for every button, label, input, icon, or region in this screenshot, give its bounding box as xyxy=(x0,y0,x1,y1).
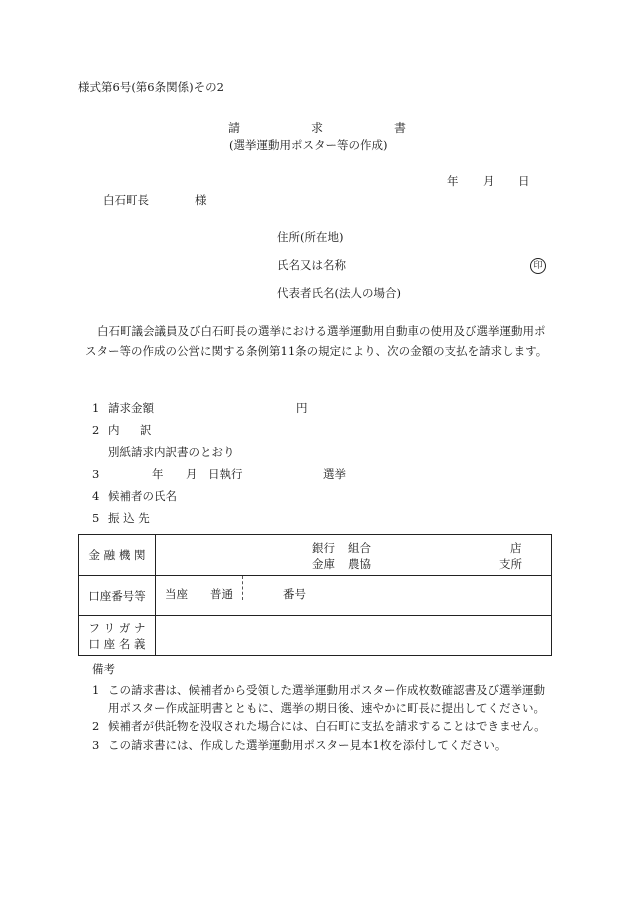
item-3-election: 選挙 xyxy=(323,467,346,481)
applicant-address: 住所(所在地) xyxy=(277,230,344,244)
item-2-number: 2 xyxy=(92,423,100,437)
note-2-number: 2 xyxy=(92,719,100,733)
title-char-2: 求 xyxy=(311,121,324,135)
bank-option-shinkin: 金庫 xyxy=(312,557,335,571)
account-type-current: 当座 xyxy=(165,587,188,601)
account-type-ordinary: 普通 xyxy=(210,587,233,601)
item-5-number: 5 xyxy=(92,511,100,525)
date-day: 日 xyxy=(518,174,530,188)
note-1-line-2: 用ポスター作成証明書とともに、選挙の期日後、速やかに町長に提出してください。 xyxy=(108,701,545,715)
bank-option-bank: 銀行 xyxy=(312,541,335,555)
item-1-number: 1 xyxy=(92,401,100,415)
addressee-honorific: 様 xyxy=(195,193,207,207)
note-2-text: 候補者が供託物を没収された場合には、白石町に支払を請求することはできません。 xyxy=(108,719,546,733)
item-3-year: 年 xyxy=(152,467,164,481)
bank-label-account-number: 口座番号等 xyxy=(79,576,156,616)
item-1-label: 請求金額 xyxy=(108,401,154,415)
item-4-label: 候補者の氏名 xyxy=(108,489,177,503)
notes-heading: 備考 xyxy=(92,662,115,676)
bank-label-institution: 金 融 機 関 xyxy=(79,535,156,576)
date-month: 月 xyxy=(483,174,495,188)
body-paragraph xyxy=(85,321,555,361)
seal-mark xyxy=(530,258,546,274)
account-type-divider xyxy=(242,576,243,600)
bank-transfer-table xyxy=(78,534,552,656)
body-text: 白石町議会議員及び白石町長の選挙における選挙運動用自動車の使用及び選挙運動用ポスター等の作成の公営に関する条例第11条の規定により、次の金額の支払を請求します。 xyxy=(85,324,548,358)
item-3-month: 月 xyxy=(186,467,198,481)
addressee-name: 白石町長 xyxy=(103,193,149,207)
item-2-label-b: 訳 xyxy=(140,423,152,437)
item-3-number: 3 xyxy=(92,467,100,481)
bank-row-account-holder xyxy=(79,616,552,656)
applicant-name: 氏名又は名称 xyxy=(277,258,346,272)
bank-row-institution xyxy=(79,535,552,576)
item-5-label: 振 込 先 xyxy=(108,511,150,525)
seal-text: 印 xyxy=(530,258,546,274)
furigana-label: フ リ ガ ナ xyxy=(88,620,146,635)
item-3-day: 日執行 xyxy=(208,467,243,481)
bank-institution-cell[interactable] xyxy=(156,535,552,576)
bank-option-farm: 農協 xyxy=(348,557,371,571)
applicant-representative: 代表者氏名(法人の場合) xyxy=(277,286,401,300)
title-char-3: 書 xyxy=(394,121,407,135)
bank-account-number-cell[interactable] xyxy=(156,576,552,616)
subtitle: (選挙運動用ポスター等の作成) xyxy=(229,138,388,152)
note-1-line-1: この請求書は、候補者から受領した選挙運動用ポスター作成枚数確認書及び選挙運動 xyxy=(108,683,545,697)
account-holder-label: 口 座 名 義 xyxy=(88,636,146,651)
bank-account-holder-cell[interactable] xyxy=(156,616,552,656)
date-year: 年 xyxy=(447,174,459,188)
note-3-text: この請求書には、作成した選挙運動用ポスター見本1枚を添付してください。 xyxy=(108,738,507,752)
branch-option-main: 店 xyxy=(510,541,522,555)
item-1-unit: 円 xyxy=(296,401,308,415)
item-4-number: 4 xyxy=(92,489,100,503)
form-id: 様式第6号(第6条関係)その2 xyxy=(78,80,224,94)
bank-row-account-number xyxy=(79,576,552,616)
bank-label-account-holder xyxy=(79,616,156,656)
title-char-1: 請 xyxy=(228,121,241,135)
account-number-label: 番号 xyxy=(283,587,306,601)
bank-option-union: 組合 xyxy=(348,541,371,555)
branch-option-sub: 支所 xyxy=(499,557,522,571)
item-2-detail: 別紙請求内訳書のとおり xyxy=(108,445,235,459)
note-1-number: 1 xyxy=(92,683,100,697)
item-2-label-a: 内 xyxy=(108,423,120,437)
note-3-number: 3 xyxy=(92,738,100,752)
